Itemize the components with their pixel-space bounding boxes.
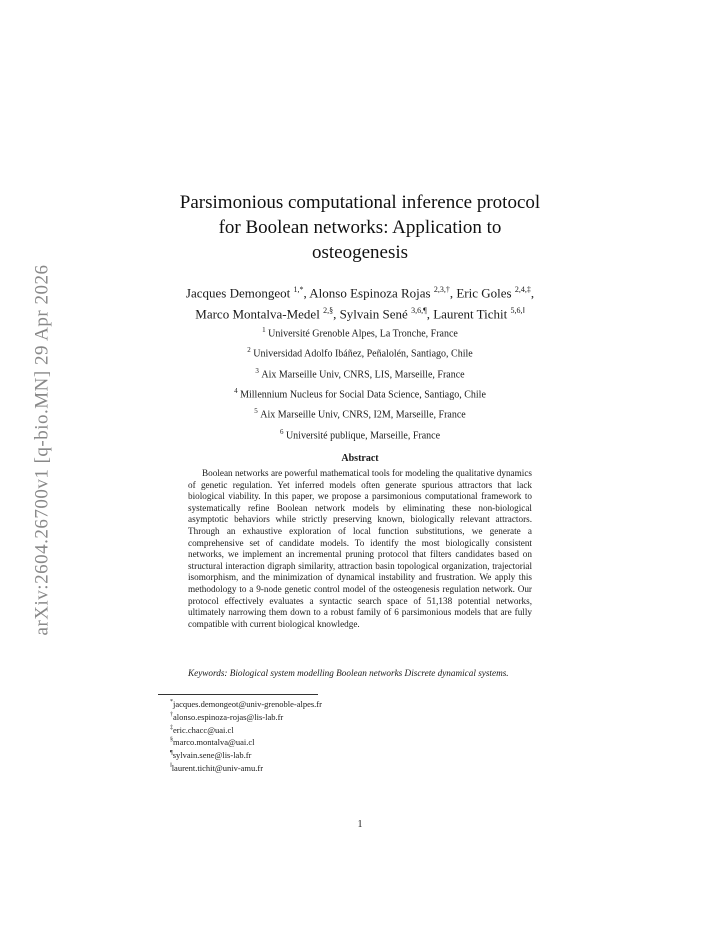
author-marks: 2,3,†: [433, 285, 450, 294]
affiliation-item: [130, 322, 590, 342]
author-marks: 5,6,‖: [510, 306, 525, 316]
footnote-email: jacques.demongeot@univ-grenoble-alpes.fr: [173, 698, 322, 709]
footnote-item: [170, 761, 470, 774]
footnote-mark: ‖: [170, 763, 172, 770]
title-line: Parsimonious computational inference protocol: [179, 192, 541, 213]
footnote-mark: ‡: [170, 724, 173, 731]
affiliation-number: 5: [254, 407, 258, 416]
paper-title: [130, 190, 590, 265]
footnote-item: [170, 723, 470, 736]
arxiv-side-stamp: [32, 240, 52, 660]
affiliation-item: [130, 383, 590, 403]
author-list: [130, 281, 590, 324]
footnote-mark: §: [170, 737, 173, 744]
footnote-divider: [158, 694, 318, 695]
affiliation-item: [130, 403, 590, 423]
footnote-item: [170, 735, 470, 748]
title-line: osteogenesis: [311, 242, 409, 263]
footnote-email: alonso.espinoza-rojas@lis-lab.fr: [173, 711, 284, 722]
affiliation-number: 4: [234, 386, 238, 395]
abstract-text: Boolean networks are powerful mathematical tools for modeling the qualitative dynamics of genetic regulation. Yet inferred models often generate spurious attractors that lack biological viability. In this paper, we propose a parsimonious computational framework to systematically refine Boolean network models by eliminating these non-biological asymptotic behaviors while strictly preserving known, biologically relevant attractors. Through an exhaustive exploration of local function substitutions, we generate a comprehensive set of candidate models. To identify the most biologically consistent networks, we implement an incremental pruning protocol that filters candidates based on structural interaction digraph similarity, attraction basin topological organization, trajectorial isomorphism, and the minimization of dynamical instability and frustration. We apply this methodology to a 9-node genetic control model of the osteogenesis regulation network. Our protocol effectively evaluates a syntactic search space of 51,138 potential networks, ultimately narrowing them down to a robust family of 6 parsimonious models that are fully compatible with current biological knowledge.: [188, 468, 532, 629]
author-name: Alonso Espinoza Rojas: [309, 285, 431, 301]
footnote-item: [170, 710, 470, 723]
author-line: Marco Montalva-Medel $^{2,\S}$, Sylvain Sené $^{3,6,\P}$, Laurent Tichit $^{5,6,‖}$: [195, 306, 525, 322]
title-line: for Boolean networks: Application to: [218, 217, 502, 238]
affiliation-number: 6: [279, 427, 284, 436]
affiliation-item: [130, 342, 590, 362]
affiliation-number: 1: [262, 326, 266, 334]
footnote-item: [170, 748, 470, 761]
affiliation-item: [130, 424, 590, 444]
affiliation-number: 2: [247, 346, 251, 355]
author-name: Sylvain Sené: [339, 306, 408, 322]
footnote-email: sylvain.sene@lis-lab.fr: [172, 750, 252, 761]
affiliation-text: Université publique, Marseille, France: [285, 429, 441, 441]
affiliation-text: Aix Marseille Univ, CNRS, I2M, Marseille, France: [260, 409, 466, 421]
author-name: Eric Goles: [456, 285, 512, 301]
footnote-email: laurent.tichit@univ-amu.fr: [171, 762, 264, 773]
author-marks: 1,*: [293, 285, 304, 294]
affiliation-text: Millennium Nucleus for Social Data Science, Santiago, Chile: [240, 389, 486, 401]
author-name: Jacques Demongeot: [185, 285, 291, 301]
author-name: Laurent Tichit: [433, 306, 508, 322]
footnote-mark: †: [170, 711, 173, 718]
author-marks: 3,6,¶: [411, 306, 427, 316]
footnote-list: [170, 697, 470, 774]
keywords: Keywords: Biological system modelling Boolean networks Discrete dynamical systems.: [188, 668, 509, 678]
affiliation-item: [130, 363, 590, 383]
affiliation-text: Aix Marseille Univ, CNRS, LIS, Marseille, France: [261, 368, 465, 380]
affiliation-number: 3: [255, 366, 259, 375]
arxiv-identifier: arXiv:2604.26700v1 [q-bio.MN] 29 Apr 2026: [31, 264, 53, 636]
author-marks: 2,§: [323, 306, 334, 316]
footnote-mark: ¶: [170, 750, 173, 757]
author-marks: 2,4,‡: [514, 285, 531, 294]
footnote-mark: *: [170, 699, 173, 705]
footnote-email: marco.montalva@uai.cl: [173, 737, 255, 748]
footnote-email: eric.chacc@uai.cl: [173, 724, 234, 735]
footnote-item: [170, 697, 470, 710]
affiliation-list: [130, 322, 590, 444]
page-number: 1: [357, 819, 363, 830]
affiliation-text: Universidad Adolfo Ibáñez, Peñalolén, Santiago, Chile: [253, 348, 473, 360]
affiliation-text: Université Grenoble Alpes, La Tronche, France: [268, 328, 458, 340]
abstract-heading: Abstract: [341, 453, 379, 464]
author-name: Marco Montalva-Medel: [195, 306, 320, 322]
author-line: Jacques Demongeot $^{1,*}$, Alonso Espinoza Rojas $^{2,3,\dagger}$, Eric Goles $^{2,4,\ddagger}$,: [185, 285, 535, 301]
